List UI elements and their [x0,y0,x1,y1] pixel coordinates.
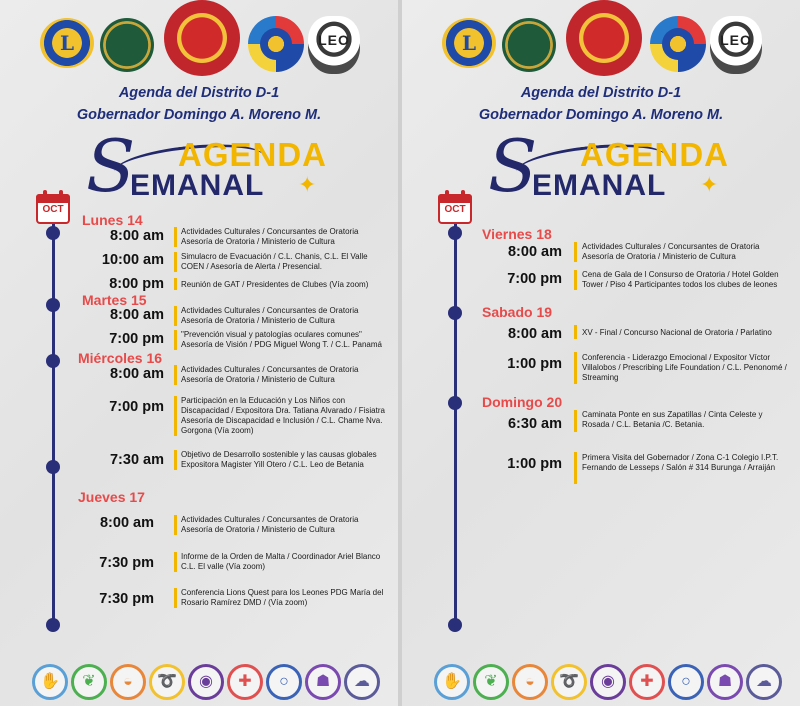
sparkle-icon: ✦ [700,172,719,197]
leo-logo-icon: LEO [308,16,360,74]
lions-logo-icon: L [40,18,94,68]
day-heading: Jueves 17 [78,489,145,505]
timeline-dot [448,306,462,320]
disaster-cloud-icon: ☁ [344,664,380,700]
event-time: 7:00 pm [507,271,562,287]
event-time: 8:00 am [109,228,164,244]
event-time: 8:00 am [507,326,562,342]
event-description: Conferencia Lions Quest para los Leones PDG María del Rosario Ramírez DMD / (Vía zoom) [181,588,384,607]
event-description: Conferencia - Liderazgo Emocional / Expositor Víctor Villalobos / Prescribing Life Foundation / C.L. Penonomé / Streaming [582,353,787,382]
lions-causes-icons [432,664,782,704]
timeline-line [52,224,55,628]
event-time: 8:00 am [507,244,562,260]
timeline-dot [448,226,462,240]
event-time: 7:30 am [109,452,164,468]
lions-logo-icon: L [442,18,496,68]
district-seal-logo-icon [164,0,240,76]
event-description: Caminata Ponte en sus Zapatillas / Cinta Celeste y Rosada / C.L. Betania /C. Betania. [582,410,763,429]
title-semanal: EMANAL [130,169,265,202]
timeline-dot [46,460,60,474]
diabetes-circle-icon: ○ [668,664,704,700]
vision-eye-icon: ◉ [590,664,626,700]
timeline-dot [46,298,60,312]
day-heading: Lunes 14 [82,212,143,228]
agenda-panel-right [402,0,800,706]
humanitarian-hands-icon: ✋ [434,664,470,700]
district-seal-logo-icon [566,0,642,76]
leo-logo-icon: LEO [710,16,762,74]
event-description: Actividades Culturales / Concursantes de Oratoria Asesoría de Oratoria / Ministerio de Cultura [181,515,359,534]
header-text [402,82,800,126]
header-line-2: Gobernador Domingo A. Moreno M. [478,107,724,123]
disaster-cloud-icon: ☁ [746,664,782,700]
logo-bar [40,2,360,78]
event-time: 7:00 pm [109,331,164,347]
agenda-semanal-title [488,124,748,208]
header-text [0,82,398,126]
month-badge: OCT [42,204,64,215]
header-line-2: Gobernador Domingo A. Moreno M. [76,107,322,123]
title-semanal: EMANAL [532,169,667,202]
calendar-icon [438,190,472,224]
day-heading: Sabado 19 [482,304,553,320]
environment-leaf-icon: ❦ [71,664,107,700]
event-description: Participación en la Educación y Los Niños con Discapacidad / Expositora Dra. Tatiana Alvarado / Fisiatra Asesoría de Discapacidad e Inclusión / C.L. Chame Nva. Gorgona (Vía zoom) [181,396,385,435]
event-time: 6:30 am [507,416,562,432]
vision-eye-icon: ◉ [188,664,224,700]
lions-causes-icons [30,664,380,704]
event-description: Primera Visita del Gobernador / Zona C-1 Colegio I.P.T. Fernando de Lesseps / Salón # 314 Burunga / Arraiján [582,453,779,472]
community-group-icon: ☗ [305,664,341,700]
title-agenda: AGENDA [178,136,328,173]
environment-leaf-icon: ❦ [473,664,509,700]
green-club-logo-icon [100,18,154,72]
event-time: 7:30 pm [99,555,154,571]
hunger-bowl-icon: ◒ [110,664,146,700]
event-description: XV - Final / Concurso Nacional de Oratoria / Parlatino [582,328,772,337]
event-description: "Prevención visual y patologías oculares comunes" Asesoría de Visión / PDG Miguel Wong T. / C.L. Panamá [181,330,382,349]
event-description: Objetivo de Desarrollo sostenible y las causas globales Expositora Magister Yill Otero / C.L. Leo de Betania [181,450,377,469]
childhood-cancer-ribbon-icon: ➰ [149,664,185,700]
event-time: 8:00 am [109,307,164,323]
timeline-dot [448,618,462,632]
humanitarian-hands-icon: ✋ [32,664,68,700]
event-description: Actividades Culturales / Concursantes de Oratoria Asesoría de Oratoria / Ministerio de Cultura [181,227,359,246]
community-group-icon: ☗ [707,664,743,700]
title-s-letter: S [86,124,136,208]
timeline-line [454,224,457,628]
agenda-panel-left [0,0,398,706]
timeline-dot [46,226,60,240]
logo-bar [442,2,762,78]
month-badge: OCT [444,204,466,215]
timeline-dot [46,354,60,368]
title-agenda: AGENDA [580,136,730,173]
event-description: Simulacro de Evacuación / C.L. Chanis, C.L. El Valle COEN / Asesoría de Alerta / Presencial. [181,252,368,271]
timeline-dot [46,618,60,632]
day-heading: Miércoles 16 [78,350,163,366]
event-time: 8:00 am [109,366,164,382]
sparkle-icon: ✦ [298,172,317,197]
event-description: Actividades Culturales / Concursantes de Oratoria Asesoría de Oratoria / Ministerio de Cultura [181,365,359,384]
diabetes-circle-icon: ○ [266,664,302,700]
green-club-logo-icon [502,18,556,72]
event-time: 1:00 pm [507,456,562,472]
event-time: 10:00 am [101,252,164,268]
event-time: 1:00 pm [507,356,562,372]
header-line-1: Agenda del Distrito D-1 [520,85,682,101]
event-time: 8:00 am [99,515,154,531]
timeline-dot [448,396,462,410]
childhood-cancer-ribbon-icon: ➰ [551,664,587,700]
header-line-1: Agenda del Distrito D-1 [118,85,280,101]
hunger-bowl-icon: ◒ [512,664,548,700]
event-description: Actividades Culturales / Concursantes de Oratoria Asesoría de Oratoria / Ministerio de Cultura [181,306,359,325]
flag-lions-logo-icon [248,16,304,72]
title-s-letter: S [488,124,538,208]
event-description: Reunión de GAT / Presidentes de Clubes (Vía zoom) [181,280,369,289]
disaster-relief-icon: ✚ [227,664,263,700]
event-description: Informe de la Orden de Malta / Coordinador Ariel Blanco C.L. El valle (Vía zoom) [181,552,381,571]
event-description: Actividades Culturales / Concursantes de Oratoria Asesoría de Oratoria / Ministerio de Cultura [582,242,760,261]
day-heading: Martes 15 [82,292,147,308]
calendar-icon [36,190,70,224]
event-time: 8:00 pm [109,276,164,292]
disaster-relief-icon: ✚ [629,664,665,700]
event-description: Cena de Gala de l Consurso de Oratoria / Hotel Golden Tower / Piso 4 Participantes todos los clubes de leones [582,270,779,289]
day-heading: Domingo 20 [482,394,563,410]
flag-lions-logo-icon [650,16,706,72]
day-heading: Viernes 18 [482,226,552,242]
agenda-semanal-title [86,124,346,208]
event-time: 7:00 pm [109,399,164,415]
event-time: 7:30 pm [99,591,154,607]
